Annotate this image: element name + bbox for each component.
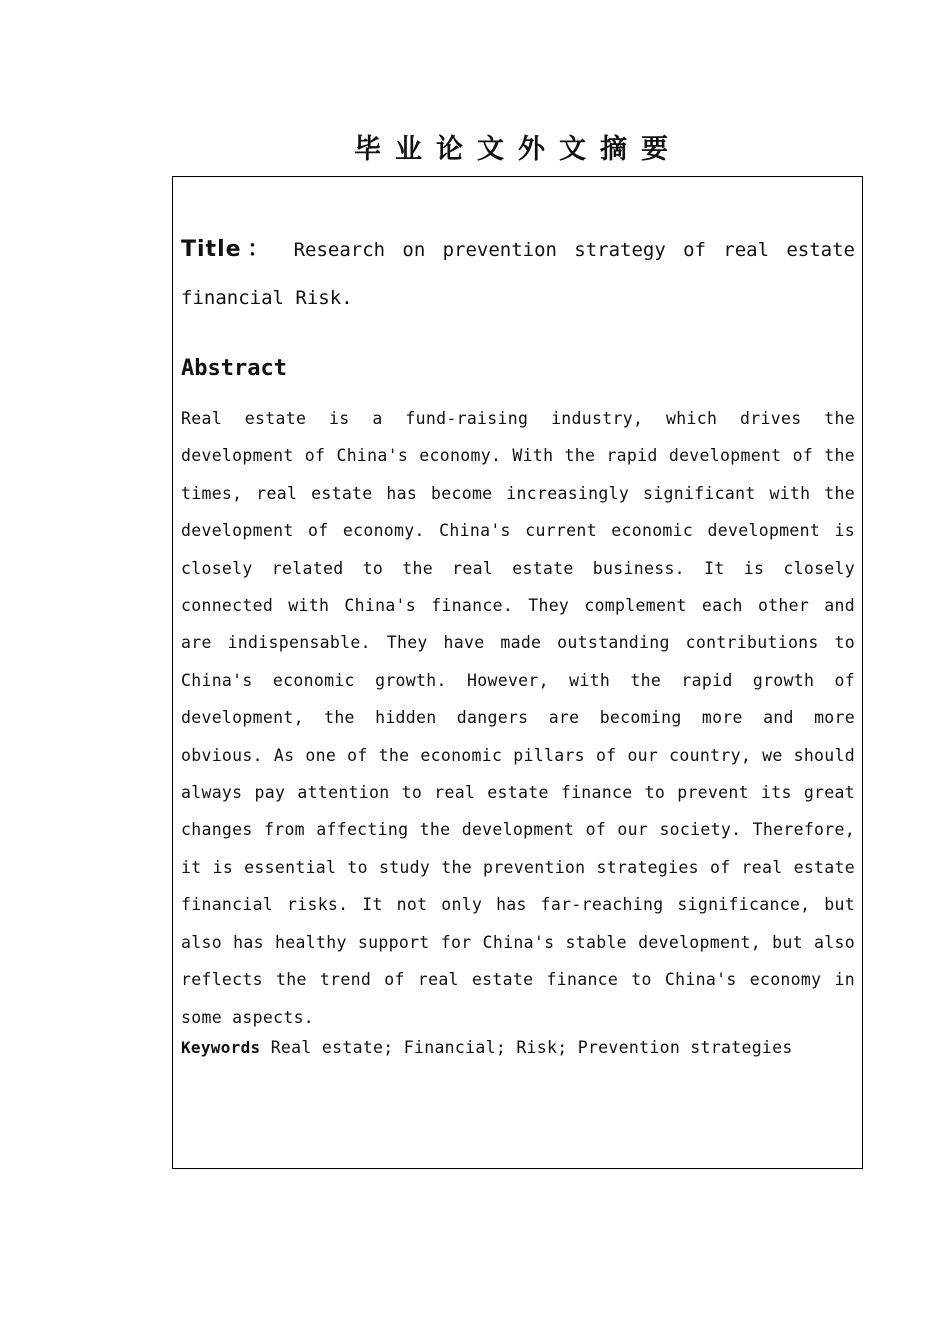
keywords-line	[181, 1034, 855, 1062]
keywords-label: Keywords	[181, 1038, 261, 1057]
abstract-text: Real estate is a fund-raising industry, which drives the development of China's economy. With the rapid development of the times, real estate has become increasingly significant with the development of economy. China's current economic development is closely related to the real estate business. It is closely connected with China's finance. They complement each other and are indispensable. They have made outstanding contributions to China's economic growth. However, with the rapid growth of development, the hidden dangers are becoming more and more obvious. As one of the economic pillars of our country, we should always pay attention to real estate finance to prevent its great changes from affecting the development of our society. Therefore, it is essential to study the prevention strategies of real estate financial risks. It not only has far-reaching significance, but also has healthy support for China's stable development, but also reflects the trend of real estate finance to China's economy in some aspects.	[181, 409, 855, 1027]
keywords-text: Real estate; Financial; Risk; Prevention strategies	[270, 1038, 793, 1057]
title-text: Research on prevention strategy of real estate financial Risk.	[181, 239, 855, 309]
page-title: 毕业论文外文摘要	[354, 134, 682, 165]
abstract-heading: Abstract	[181, 356, 287, 381]
title-label: Title：	[181, 237, 277, 262]
thesis-title	[181, 226, 855, 322]
